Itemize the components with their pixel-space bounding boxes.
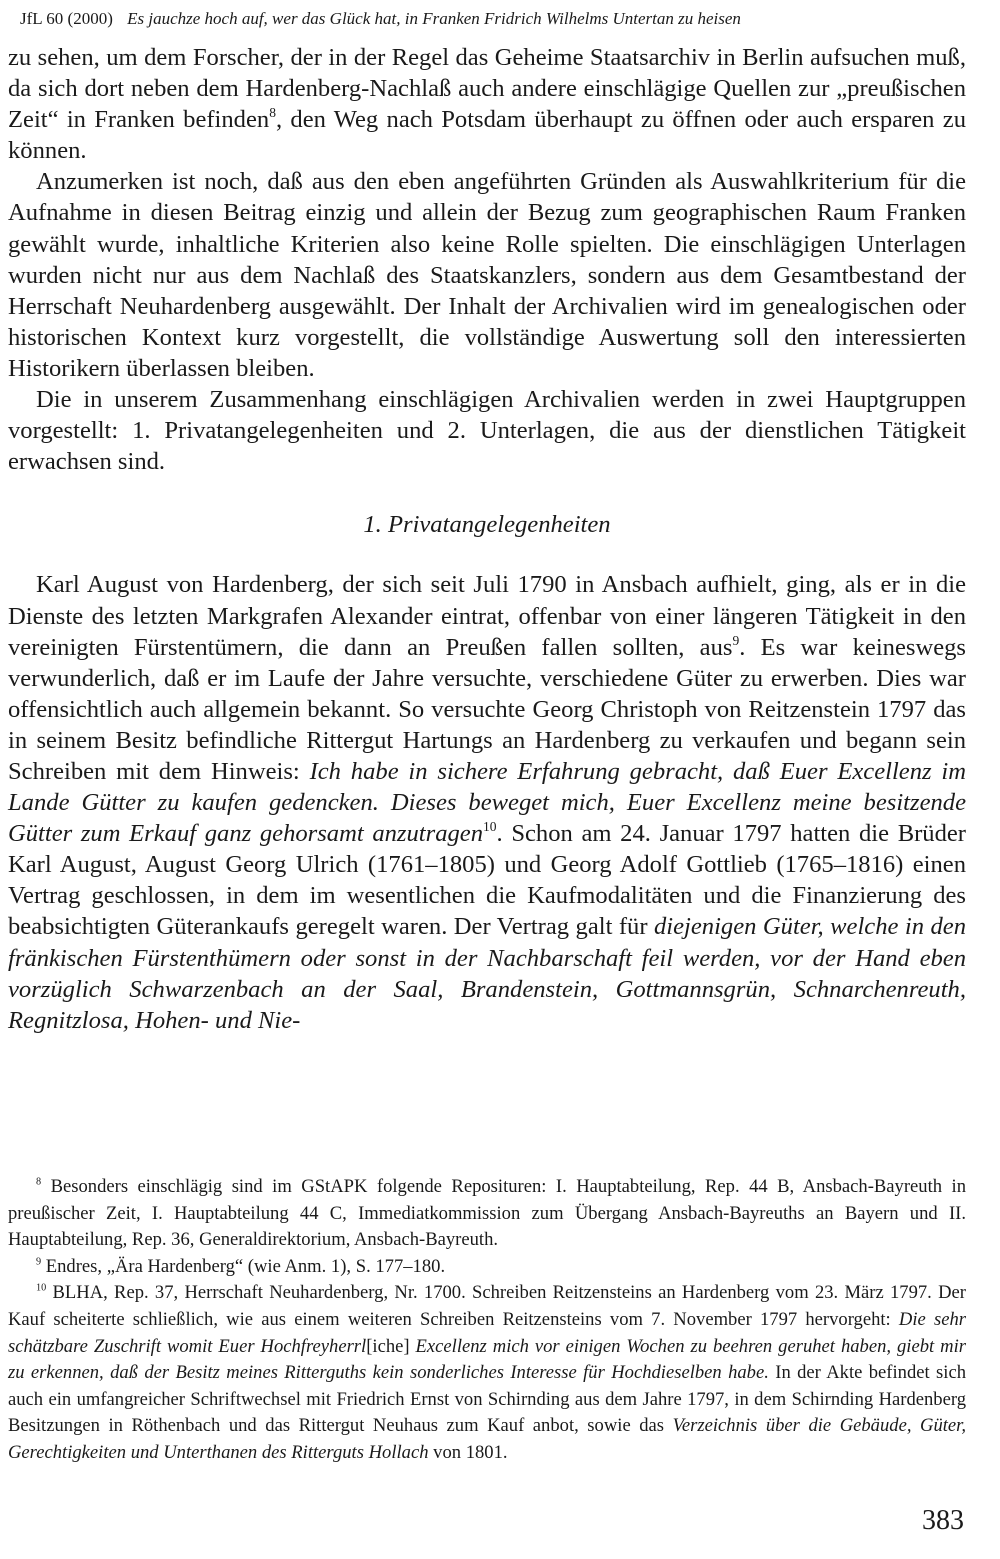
- section-heading: 1. Privatangelegenheiten: [363, 511, 611, 539]
- quotation: Ich habe in sichere Erfahrung gebracht, daß Euer Excellenz im Lande Gütter zu kaufen gedencken. Dieses beweget mich, Euer Excellenz meine besitzende Gütter zum Erkauf ganz gehorsamt anzutragen: [8, 757, 966, 848]
- paragraph-1: zu sehen, um dem Forscher, der in der Regel das Geheime Staatsarchiv in Berlin aufsuchen muß, da sich dort neben dem Hardenberg-Nachlaß auch andere einschlägige Quellen zur „preußischen Zeit“ in Franken befinden$^8$, den Weg nach Potsdam überhaupt zu öffnen oder auch ersparen zu können.: [8, 44, 966, 165]
- journal-reference: JfL 60 (2000): [20, 9, 113, 28]
- footnote-ref-10: 10: [483, 819, 497, 835]
- page-number: 383: [922, 1505, 964, 1536]
- footnote-ref-9: 9: [732, 632, 740, 648]
- paragraph-4: Karl August von Hardenberg, der sich seit Juli 1790 in Ansbach aufhielt, ging, als er in die Dienste des letzten Markgrafen Alexander eintrat, offenbar von einer längeren Tätigkeit in den vereinigten Fürstentümern, die dann an Preußen fallen sollten, aus$^9$. Es war keineswegs verwunderlich, daß er im Laufe der Jahre versuchte, verschiedene Güter zu erwerben. Dies war offensichtlich auch allgemein bekannt. So versuchte Georg Christoph von Reitzenstein 1797 das in seinem Besitz befindliche Rittergut Hartungs an Hardenberg zu verkaufen und begann sein Schreiben mit dem Hinweis: Ich habe in sichere Erfahrung gebracht, daß Euer Excellenz im Lande Gütter zu kaufen gedencken. Dieses beweget mich, Euer Excellenz meine besitzende Gütter zum Erkauf ganz gehorsamt anzutragen$^{10}$. Schon am 24. Januar 1797 hatten die Brüder Karl August, August Georg Ulrich (1761–1805) und Georg Adolf Gottlieb (1765–1816) einen Vertrag geschlossen, in dem im wesentlichen die Kaufmodalitäten und die Finanzierung des beabsichtigten Güterankaufs geregelt waren. Der Vertrag galt für diejenigen Güter, welche in den fränkischen Fürstenthümern oder sonst in der Nachbarschaft feil werden, vor der Hand eben vorzüglich Schwarzenbach an der Saal, Brandenstein, Gottmannsgrün, Schnarchenreuth, Regnitzlosa, Hohen- und Nie-: [8, 571, 966, 1034]
- footnote-10: $^{10}$ BLHA, Rep. 37, Herrschaft Neuhardenberg, Nr. 1700. Schreiben Reitzensteins an Hardenberg vom 23. März 1797. Der Kauf scheiterte schließlich, wie aus einem weiteren Schreiben Reitzensteins vom 7. November 1797 hervorgeht: Die sehr schätzbare Zuschrift womit Euer Hochfreyherrl[iche] Excellenz mich vor einigen Wochen zu beehren geruhet haben, giebt mir zu erkennen, daß der Besitz meines Ritterguths kein sonderliches Interesse für Hochdieselben habe. In der Akte befindet sich auch ein umfangreicher Schriftwechsel mit Friedrich Ernst von Schirnding aus dem Jahre 1797, in dem Schirnding Hardenberg Besitzungen in Röthenbach und das Rittergut Neuhaus zum Kauf anbot, sowie das Verzeichnis über die Gebäude, Güter, Gerechtigkeiten und Unterthanen des Ritterguts Hollach von 1801.: [8, 1282, 966, 1463]
- footnote-ref-8: 8: [269, 105, 276, 121]
- footnote-8: $^8$ Besonders einschlägig sind im GStAPK folgende Reposituren: I. Hauptabteilung, Rep. 44 B, Ansbach-Bayreuth in preußischer Zeit, I. Hauptabteilung 44 C, Immediatkommission zum Übergang Ansbach-Bayreuths an Bayern und II. Hauptabteilung, Rep. 36, Generaldirektorium, Ansbach-Bayreuth.: [8, 1176, 966, 1251]
- paragraph-2: Anzumerken ist noch, daß aus den eben angeführten Gründen als Auswahlkriterium für die Aufnahme in diesen Beitrag einzig und allein der Bezug zum geographischen Raum Franken gewählt wurde, inhaltliche Kriterien also keine Rolle spielten. Die einschlägigen Unterlagen wurden nicht nur aus dem Nachlaß des Staatskanzlers, sondern aus dem Gesamtbestand der Herrschaft Neuhardenberg ausgewählt. Der Inhalt der Archivalien wird im genealogischen oder historischen Kontext kurz vorgestellt, die vollständige Auswertung soll den interessierten Historikern überlassen bleiben.: [8, 168, 966, 382]
- main-text: [8, 42, 966, 1036]
- running-title: Es jauchze hoch auf, wer das Glück hat, in Franken Fridrich Wilhelms Untertan zu heisen: [127, 9, 741, 28]
- quotation: diejenigen Güter, welche in den fränkischen Fürstenthümern oder sonst in der Nachbarschaft feil werden, vor der Hand eben vorzüglich Schwarzenbach an der Saal, Brandenstein, Gottmannsgrün, Schnarchenreuth, Regnitzlosa, Hohen- und Nie-: [8, 913, 966, 1034]
- footnote-9: $^9$ Endres, „Ära Hardenberg“ (wie Anm. 1), S. 177–180.: [36, 1255, 446, 1277]
- running-header: [20, 8, 980, 30]
- paragraph-3: Die in unserem Zusammenhang einschlägigen Archivalien werden in zwei Hauptgruppen vorgestellt: 1. Privatangelegenheiten und 2. Unterlagen, die aus der dienstlichen Tätigkeit erwachsen sind.: [8, 386, 966, 476]
- footnotes: [8, 1174, 966, 1467]
